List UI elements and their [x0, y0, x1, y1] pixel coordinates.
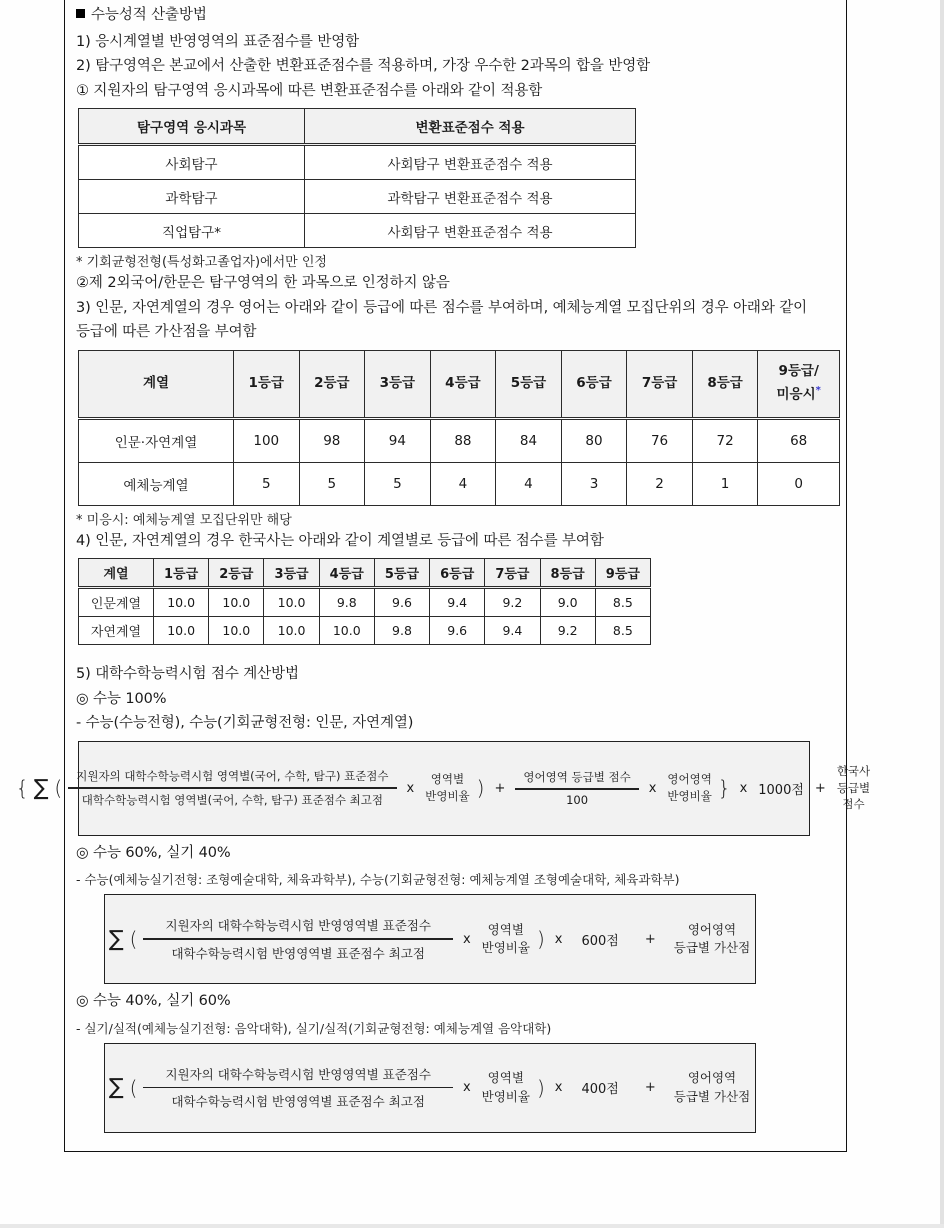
table-korean-history-scores — [78, 558, 651, 645]
plus-operator-1: + — [494, 780, 506, 796]
formula-close-brace: } — [717, 776, 731, 800]
item-3-line-2: 등급에 따른 가산점을 부여함 — [76, 324, 257, 340]
formula-content-2 — [105, 895, 755, 983]
table-history-header-4: 4등급 — [319, 559, 374, 588]
item-2-1: ① 지원자의 탐구영역 응시과목에 따른 변환표준점수를 아래와 같이 적용함 — [76, 82, 543, 99]
table-history-cell-0-6: 9.2 — [485, 588, 540, 617]
black-square-bullet-icon — [76, 9, 85, 18]
table-row-header — [79, 109, 636, 145]
table-english-header-2: 2등급 — [299, 350, 365, 418]
section-heading — [76, 8, 846, 23]
formula-close-paren: ) — [476, 776, 485, 800]
table-english-cell-0-2: 94 — [365, 418, 431, 462]
table-english-cell-0-0: 100 — [234, 418, 300, 462]
table-english-header-7: 7등급 — [627, 350, 693, 418]
points-term-2: 600점 — [581, 933, 619, 949]
table-history-cell-0-4: 9.6 — [374, 588, 429, 617]
table-row — [79, 418, 840, 462]
table-tamgu-cell-2-0: 직업탐구* — [79, 214, 305, 248]
table-english-cell-0-8: 68 — [758, 418, 840, 462]
table-history-cell-1-4: 9.8 — [374, 617, 429, 645]
multiply-operator-2: x — [554, 931, 563, 947]
fraction-2-numerator: 영어영역 등급별 점수 — [523, 770, 631, 785]
sigma-icon: ∑ — [33, 775, 49, 801]
fraction-2 — [515, 766, 638, 810]
table-history-row-1-label: 자연계열 — [79, 617, 154, 645]
tail-term-1-line-3: 점수 — [842, 797, 865, 812]
fraction-numerator: 지원자의 대학수학능력시험 영역별(국어, 수학, 탐구) 표준점수 — [76, 769, 389, 784]
table-history-cell-0-1: 10.0 — [209, 588, 264, 617]
fraction-numerator: 지원자의 대학수학능력시험 반영영역별 표준점수 — [165, 918, 431, 934]
ratio-label-2: ◎ 수능 60%, 실기 40% — [76, 844, 231, 861]
page-edge-right — [940, 0, 944, 1228]
table-row — [79, 588, 651, 617]
fraction-denominator: 대학수학능력시험 영역별(국어, 수학, 탐구) 표준점수 최고점 — [81, 792, 383, 807]
item-4: 4) 인문, 자연계열의 경우 한국사는 아래와 같이 계열별로 등급에 따른 점수를 부여함 — [76, 532, 604, 549]
ratio-term-2 — [667, 771, 711, 804]
table-history-header-2: 2등급 — [209, 559, 264, 588]
table-history-cell-0-0: 10.0 — [154, 588, 209, 617]
item-3-line-1: 3) 인문, 자연계열의 경우 영어는 아래와 같이 등급에 따른 점수를 부여하며, 예체능계열 모집단위의 경우 아래와 같이 — [76, 299, 808, 316]
table-english-header-9 — [758, 350, 840, 418]
multiply-operator-1: x — [462, 931, 471, 947]
sigma-icon: ∑ — [108, 1075, 124, 1100]
tail-term-2-line-1: 영어영역 — [687, 921, 737, 937]
fraction-1 — [68, 765, 396, 811]
table-english-header-6: 6등급 — [561, 350, 627, 418]
target-label-3: - 실기/실적(예체능실기전형: 음악대학), 실기/실적(기회균형전형: 예체능계열 음악대학) — [76, 1020, 552, 1036]
table-english-cell-0-5: 80 — [561, 418, 627, 462]
formula-open-paren: ( — [54, 776, 63, 800]
table-history-header-6: 6등급 — [430, 559, 485, 588]
table-english-header-5: 5등급 — [496, 350, 562, 418]
table-row — [79, 180, 636, 214]
fraction-2-denominator: 100 — [566, 792, 589, 807]
sigma-icon: ∑ — [108, 926, 124, 952]
table-tamgu-header-1: 변환표준점수 적용 — [305, 109, 636, 145]
table-english-cell-1-7: 1 — [692, 462, 758, 505]
formula-content-3 — [105, 1044, 755, 1132]
table-row-header — [79, 559, 651, 588]
tail-term-1-line-2: 등급별 — [836, 780, 871, 795]
ratio-label-3: ◎ 수능 40%, 실기 60% — [76, 993, 231, 1009]
ratio-term-1 — [425, 771, 469, 804]
ratio-term-2-line-1: 영어영역 — [667, 772, 712, 787]
formula-content-1 — [15, 742, 871, 835]
plus-operator: + — [644, 931, 656, 947]
item-1: 1) 응시계열별 반영영역의 표준점수를 반영함 — [76, 33, 360, 50]
tail-term-1 — [837, 763, 870, 813]
table-history-cell-0-8: 8.5 — [595, 588, 650, 617]
fraction-numerator: 지원자의 대학수학능력시험 반영영역별 표준점수 — [165, 1066, 431, 1082]
formula-open-paren: ( — [129, 1075, 138, 1100]
tail-term-3-line-1: 영어영역 — [687, 1070, 737, 1086]
table-english-cell-0-1: 98 — [299, 418, 365, 462]
formula-open-brace: { — [15, 776, 29, 800]
table-english-cell-1-8: 0 — [758, 462, 840, 505]
plus-operator: + — [644, 1080, 656, 1095]
table-english-grade-scores — [78, 350, 840, 506]
tail-term-1-line-1: 한국사 — [836, 763, 871, 778]
formula-close-paren: ) — [536, 927, 545, 951]
spacer — [76, 645, 846, 667]
header-last-line-1: 9등급/ — [778, 363, 819, 380]
tail-term-2 — [674, 921, 750, 957]
table-history-cell-0-2: 10.0 — [264, 588, 319, 617]
table-tamgu-cell-0-1: 사회탐구 변환표준점수 적용 — [305, 145, 636, 180]
item-5: 5) 대학수학능력시험 점수 계산방법 — [76, 666, 299, 682]
table-history-header-9: 9등급 — [595, 559, 650, 588]
table-history-header-7: 7등급 — [485, 559, 540, 588]
table-english-header-3: 3등급 — [365, 350, 431, 418]
table-english-row-0-label: 인문·자연계열 — [79, 418, 234, 462]
formula-open-paren: ( — [129, 927, 138, 951]
tail-term-2-line-2: 등급별 가산점 — [673, 940, 751, 955]
table-english-cell-0-7: 72 — [692, 418, 758, 462]
table-english-cell-0-6: 76 — [627, 418, 693, 462]
table-tamgu-conversion — [78, 108, 636, 248]
ratio-term-1-line-1: 영역별 — [487, 1070, 524, 1086]
ratio-term-2-line-2: 반영비율 — [667, 789, 712, 803]
target-label-2: - 수능(예체능실기전형: 조형예술대학, 체육과학부), 수능(기회균형전형: 예체능계열 조형예술대학, 체육과학부) — [76, 872, 680, 887]
table-tamgu-cell-0-0: 사회탐구 — [79, 145, 305, 180]
section-heading-text: 수능성적 산출방법 — [91, 7, 207, 23]
table-english-cell-0-3: 88 — [430, 418, 496, 462]
points-term-3: 400점 — [581, 1082, 619, 1097]
table-history-cell-0-3: 9.8 — [319, 588, 374, 617]
ratio-term-1-line-1: 영역별 — [430, 772, 465, 787]
ratio-term-1 — [482, 921, 530, 957]
formula-box-suneung-100 — [15, 741, 871, 836]
table-row — [79, 462, 840, 505]
note-after-table-english: * 미응시: 예체능계열 모집단위만 해당 — [76, 512, 292, 528]
fraction-1 — [143, 1061, 453, 1115]
table-history-header-5: 5등급 — [374, 559, 429, 588]
table-english-cell-1-0: 5 — [234, 462, 300, 505]
table-history-header-0: 계열 — [79, 559, 154, 588]
fraction-1 — [143, 912, 453, 966]
item-2-2: ②제 2외국어/한문은 탐구영역의 한 과목으로 인정하지 않음 — [76, 275, 450, 291]
table-english-row-1-label: 예체능계열 — [79, 462, 234, 505]
table-history-cell-1-5: 9.6 — [430, 617, 485, 645]
table-history-cell-0-7: 9.0 — [540, 588, 595, 617]
table-tamgu-cell-1-0: 과학탐구 — [79, 180, 305, 214]
table-history-row-0-label: 인문계열 — [79, 588, 154, 617]
table-english-header-0: 계열 — [79, 350, 234, 418]
tail-term-3-line-2: 등급별 가산점 — [673, 1088, 751, 1104]
formula-box-suneung-40 — [104, 1043, 756, 1133]
table-row — [79, 617, 651, 645]
item-2: 2) 탐구영역은 본교에서 산출한 변환표준점수를 적용하며, 가장 우수한 2과목의 합을 반영함 — [76, 58, 651, 74]
ratio-term-1 — [482, 1069, 530, 1105]
table-row — [79, 214, 636, 248]
table-english-header-4: 4등급 — [430, 350, 496, 418]
table-history-cell-0-5: 9.4 — [430, 588, 485, 617]
table-english-cell-1-3: 4 — [430, 462, 496, 505]
table-english-header-1: 1등급 — [234, 350, 300, 418]
fraction-denominator: 대학수학능력시험 반영영역별 표준점수 최고점 — [171, 945, 425, 961]
table-history-cell-1-3: 10.0 — [319, 617, 374, 645]
table-english-cell-1-2: 5 — [365, 462, 431, 505]
table-english-cell-1-6: 2 — [627, 462, 693, 505]
header-last-line-2: 미응시 — [776, 386, 816, 403]
ratio-term-1-line-2: 반영비율 — [481, 1088, 530, 1104]
tail-term-3 — [674, 1069, 750, 1105]
table-history-cell-1-1: 10.0 — [209, 617, 264, 645]
page-edge-bottom — [0, 1224, 944, 1228]
table-english-cell-1-1: 5 — [299, 462, 365, 505]
target-label-1: - 수능(수능전형), 수능(기회균형전형: 인문, 자연계열) — [76, 715, 414, 731]
table-history-cell-1-2: 10.0 — [264, 617, 319, 645]
multiply-operator-1: x — [462, 1080, 471, 1095]
formula-close-paren: ) — [536, 1075, 545, 1100]
table-tamgu-cell-1-1: 과학탐구 변환표준점수 적용 — [305, 180, 636, 214]
table-history-cell-1-8: 8.5 — [595, 617, 650, 645]
table-english-cell-0-4: 84 — [496, 418, 562, 462]
note-after-table-tamgu: * 기회균형전형(특성화고졸업자)에서만 인정 — [76, 255, 327, 270]
table-english-cell-1-5: 3 — [561, 462, 627, 505]
table-history-cell-1-7: 9.2 — [540, 617, 595, 645]
table-history-cell-1-6: 9.4 — [485, 617, 540, 645]
points-term-1: 1000점 — [758, 782, 804, 798]
multiply-operator-3: x — [739, 780, 748, 796]
table-row-header — [79, 350, 840, 418]
table-history-header-1: 1등급 — [154, 559, 209, 588]
fraction-denominator: 대학수학능력시험 반영영역별 표준점수 최고점 — [171, 1094, 425, 1110]
table-history-cell-1-0: 10.0 — [154, 617, 209, 645]
ratio-label-1: ◎ 수능 100% — [76, 690, 167, 707]
plus-operator-2: + — [814, 780, 826, 796]
table-history-header-8: 8등급 — [540, 559, 595, 588]
table-row — [79, 145, 636, 180]
table-tamgu-header-0: 탐구영역 응시과목 — [79, 109, 305, 145]
table-tamgu-cell-2-1: 사회탐구 변환표준점수 적용 — [305, 214, 636, 248]
multiply-operator-1: x — [406, 780, 415, 796]
formula-box-suneung-60 — [104, 894, 756, 984]
ratio-term-1-line-1: 영역별 — [487, 921, 524, 937]
ratio-term-1-line-2: 반영비율 — [481, 940, 530, 955]
footnote-star-icon: * — [815, 384, 821, 396]
table-english-cell-1-4: 4 — [496, 462, 562, 505]
multiply-operator-2: x — [648, 780, 657, 796]
ratio-term-1-line-2: 반영비율 — [425, 789, 470, 803]
multiply-operator-2: x — [554, 1080, 563, 1095]
table-history-header-3: 3등급 — [264, 559, 319, 588]
table-english-header-8: 8등급 — [692, 350, 758, 418]
document-content — [15, 7, 871, 1143]
